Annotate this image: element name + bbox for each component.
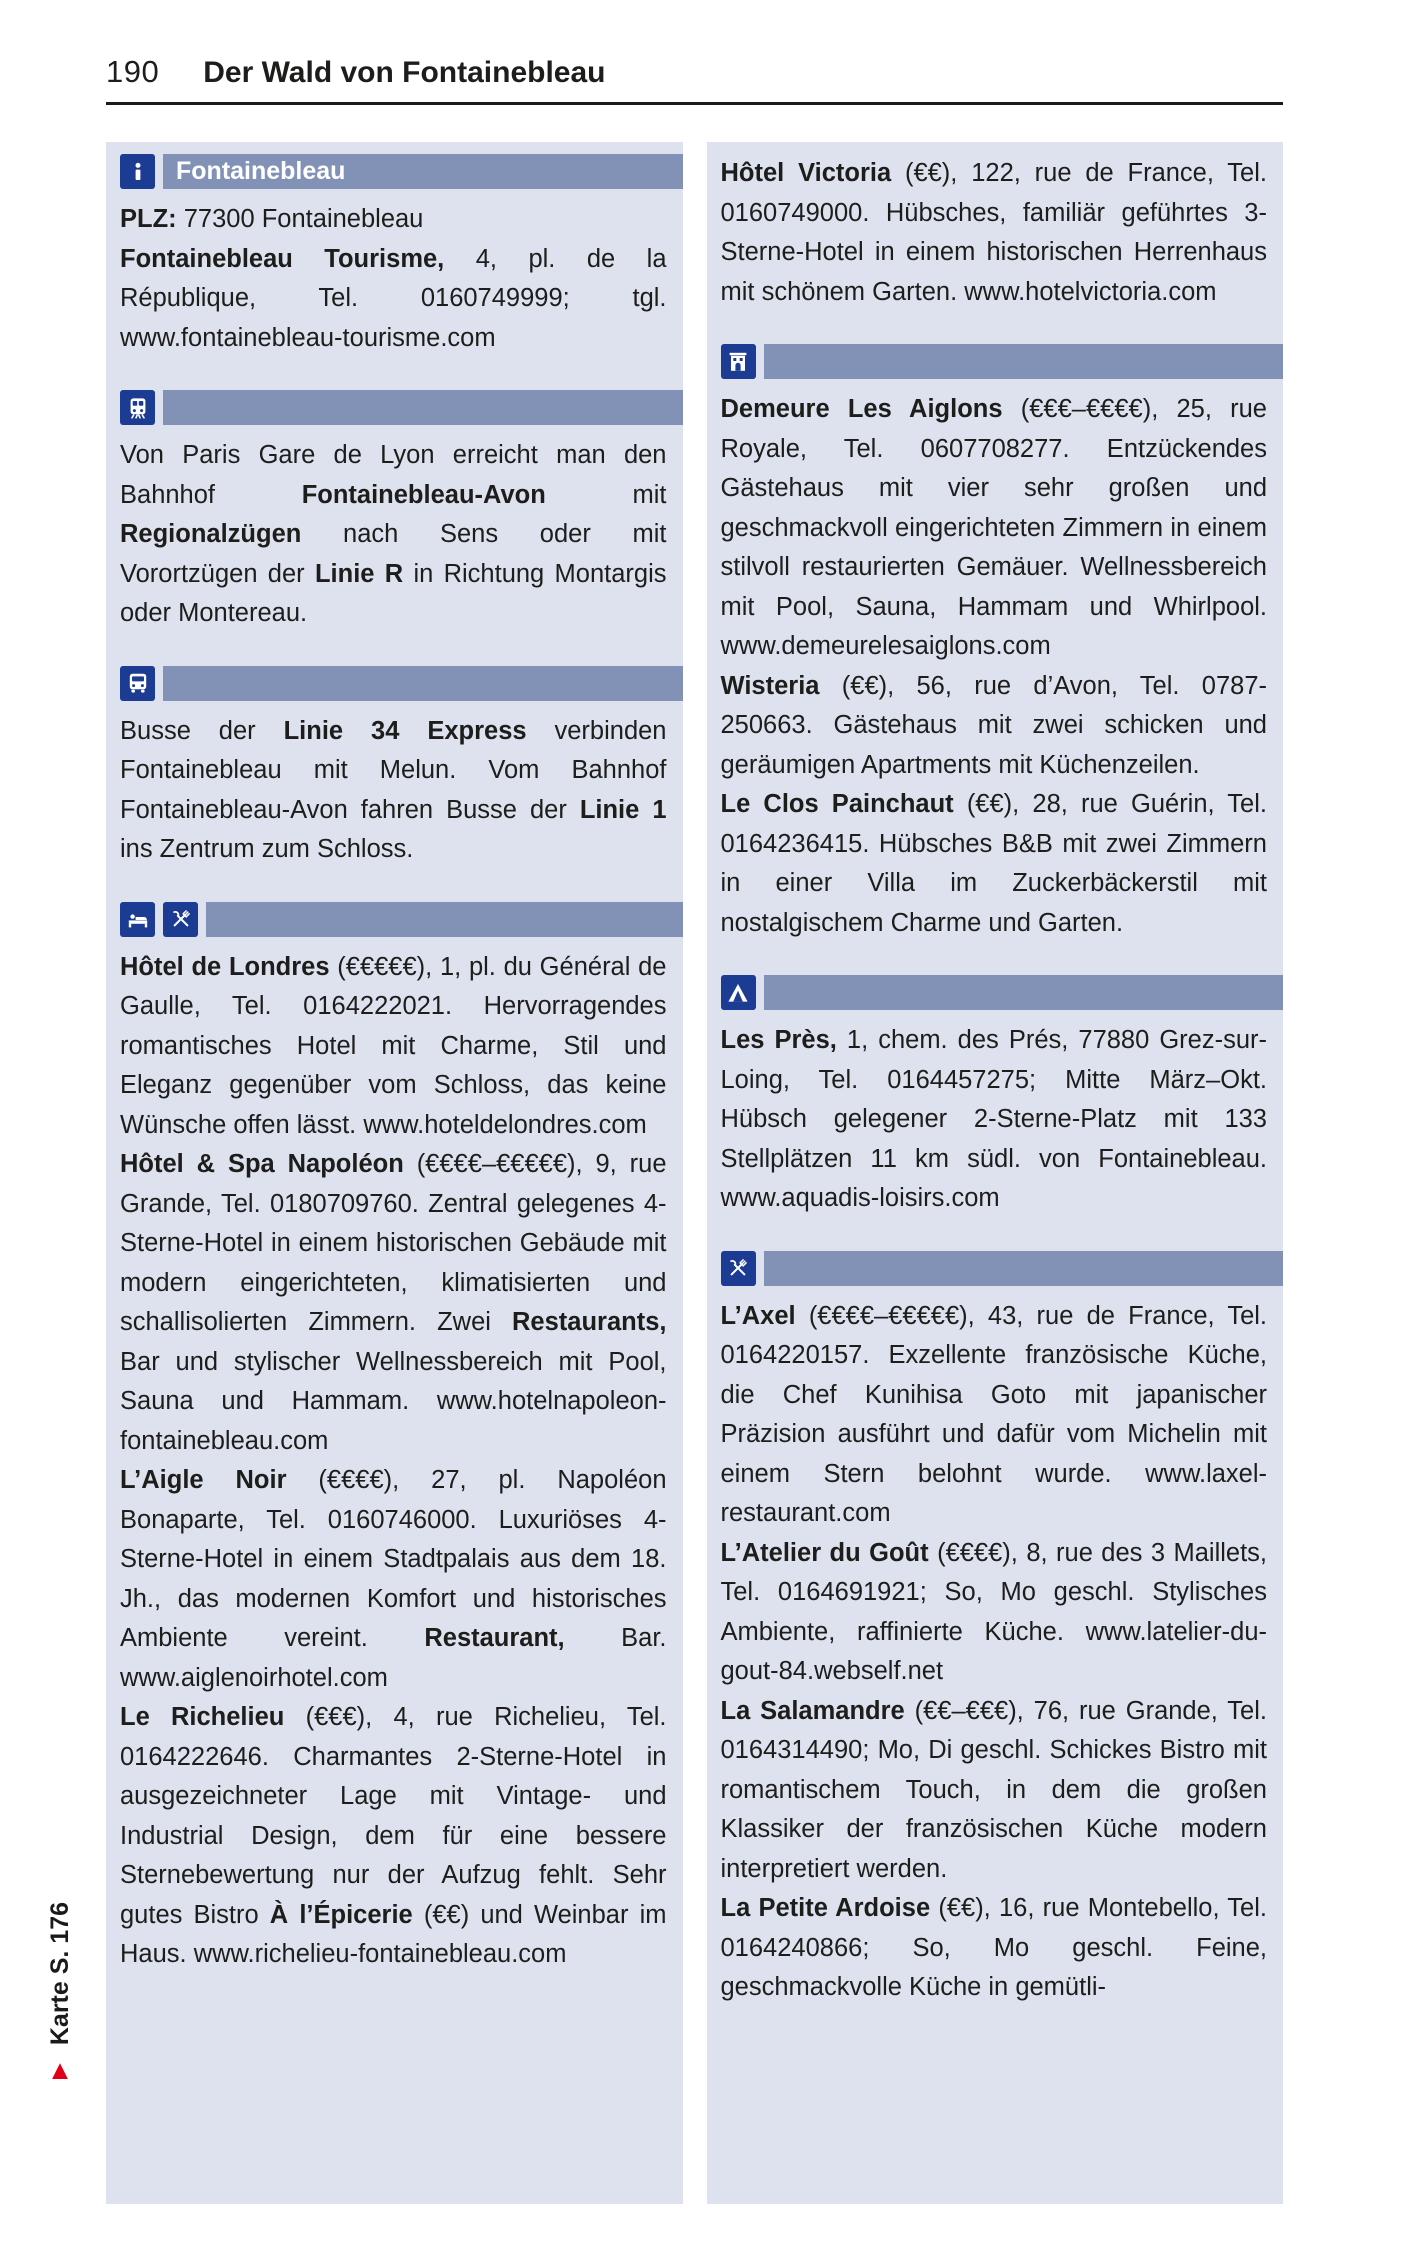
entry-text: (€€€€), 27, pl. Napoléon Bonaparte, Tel. 0160746000. Luxuriöses 4-Sterne-Hotel in einem Stadtpalais aus dem 18. Jh., das modernen Komfort und historisches Ambiente vereint.: [120, 1466, 667, 1652]
entry-la-salamandre: [721, 1692, 1268, 1890]
header-row: [106, 54, 1283, 90]
entry-name-bold: Hôtel Victoria: [720, 159, 892, 187]
section-icon-bar: [120, 154, 683, 189]
column-left: [106, 142, 683, 2204]
entry-name-bold: La Petite Ardoise: [720, 1894, 931, 1922]
entry-text: 4, pl. de la République, Tel. 0160749999; tgl. www.fontainebleau-tourisme.com: [120, 244, 667, 352]
section-icon-bar: [120, 666, 683, 701]
section-bar: [163, 154, 683, 189]
section-paragraphs: [707, 154, 1284, 312]
entry-name-bold: PLZ:: [120, 205, 177, 233]
entry-bus-info: [120, 712, 667, 870]
entry-text: (€€€€–€€€€€), 9, rue Grande, Tel. 0180709760. Zentral gelegenes 4-Sterne-Hotel in einem historischen Gebäude mit modern eingerichteten, klimatisierten und schallisolierten Zimmern. Zwei: [120, 1150, 667, 1336]
entry-wisteria: [721, 667, 1268, 786]
entry-name-bold: Restaurant,: [424, 1624, 565, 1652]
entry-text: Busse der: [120, 716, 284, 745]
tent-icon: [721, 975, 756, 1010]
entry-name-bold: Linie 1: [579, 795, 667, 824]
entry-name-bold: À l’Épicerie: [269, 1900, 413, 1929]
entry-l-axel: [721, 1297, 1268, 1534]
entry-le-richelieu: [120, 1698, 667, 1975]
restaurant-icon: [163, 902, 198, 937]
page-header: [106, 54, 1283, 105]
entry-text: verbinden Fontainebleau mit Melun. Vom Bahnhof Fontainebleau-Avon fahren Busse der: [120, 716, 667, 824]
entry-hotel-spa-napoleon: [120, 1145, 667, 1461]
entry-name-bold: La Salamandre: [720, 1696, 905, 1725]
entry-les-pres: [721, 1021, 1268, 1219]
entry-text: (€€€), 4, rue Richelieu, Tel. 0164222646. Charmantes 2-Sterne-Hotel in ausgezeichneter Lage mit Vintage- und Industrial Design, dem für eine bessere Sternebewertung nur der Aufzug fehlt. Sehr gutes Bistro: [120, 1703, 667, 1929]
section-camping: [707, 975, 1284, 1219]
bed-icon: [120, 902, 155, 937]
train-icon: [120, 390, 155, 425]
entry-name-bold: Restaurants,: [512, 1308, 667, 1336]
page-number: 190: [106, 54, 160, 89]
entry-text: (€€), 56, rue d’Avon, Tel. 0787-250663. Gästehaus mit zwei schicken und geräumigen Apartments mit Küchenzeilen.: [720, 671, 1267, 779]
entry-text: nach Sens oder mit Vorortzügen der: [120, 520, 667, 588]
section-paragraphs: [106, 200, 683, 358]
section-paragraphs: [106, 948, 683, 1975]
section-icon-bar: [721, 1251, 1284, 1286]
section-guesthouses: [707, 344, 1284, 943]
section-icon-bar: [120, 902, 683, 937]
entry-la-petite-ardoise: [721, 1889, 1268, 2008]
entry-name-bold: L’Aigle Noir: [120, 1466, 287, 1494]
entry-text: (€€), 122, rue de France, Tel. 0160749000. Hübsches, familiär geführtes 3-Sterne-Hotel in einem historischen Herrenhaus mit schönem Garten. www.hotelvictoria.com: [720, 159, 1267, 306]
page-title: Der Wald von Fontainebleau: [203, 56, 606, 89]
section-bar: [206, 902, 683, 937]
map-reference-label: Karte S. 176: [45, 1902, 74, 2046]
section-icon-bar: [721, 344, 1284, 379]
entry-text: (€€€€€), 1, pl. du Général de Gaulle, Tel. 0164222021. Hervorragendes romantisches Hotel mit Charme, Stil und Eleganz gegenüber vom Schloss, das keine Wünsche offen lässt. www.hoteldelondres.com: [120, 952, 667, 1139]
section-hotels-continued: [707, 154, 1284, 312]
entry-text: (€€€–€€€€), 25, rue Royale, Tel. 0607708277. Entzückendes Gästehaus mit vier sehr großen und geschmackvoll eingerichteten Zimmern in einem stilvoll restaurierten Gemäuer. Wellnessbereich mit Pool, Sauna, Hammam und Whirlpool. www.demeurelesaiglons.com: [720, 395, 1267, 660]
entry-name-bold: Linie 34 Express: [283, 716, 527, 745]
entry-train-info: [120, 436, 667, 634]
section-paragraphs: [707, 390, 1284, 943]
section-paragraphs: [106, 436, 683, 634]
restaurant-icon: [721, 1251, 756, 1286]
guesthouse-icon: [721, 344, 756, 379]
entry-name-bold: Fontainebleau Tourisme,: [120, 244, 445, 273]
content-columns: [106, 142, 1283, 2204]
section-paragraphs: [106, 712, 683, 870]
entry-demeure-les-aiglons: [721, 390, 1268, 667]
section-restaurants: [707, 1251, 1284, 2008]
entry-name-bold: L’Atelier du Goût: [720, 1538, 929, 1567]
entry-text: 1, chem. des Prés, 77880 Grez-sur-Loing, Tel. 0164457275; Mitte März–Okt. Hübsch gelegener 2-Sterne-Platz mit 133 Stellplätzen 11 km südl. von Fontainebleau. www.aquadis-loisirs.com: [720, 1026, 1267, 1212]
section-paragraphs: [707, 1297, 1284, 2008]
section-bus: [106, 666, 683, 870]
section-icon-bar: [120, 390, 683, 425]
entry-text: (€€) und Weinbar im Haus. www.richelieu-fontainebleau.com: [120, 1900, 667, 1968]
section-icon-bar: [721, 975, 1284, 1010]
entry-plz: [120, 200, 667, 240]
info-icon: [120, 154, 155, 189]
entry-text: (€€€€–€€€€€), 43, rue de France, Tel. 0164220157. Exzellente französische Küche, die Chef Kunihisa Goto mit japanischer Präzision ausführt und dafür vom Michelin mit einem Stern belohnt wurde. www.laxel-restaurant.com: [720, 1301, 1267, 1527]
entry-l-atelier-du-gout: [721, 1534, 1268, 1692]
entry-name-bold: Fontainebleau-Avon: [301, 480, 546, 509]
section-hotels: [106, 902, 683, 1975]
section-title: Fontainebleau: [176, 157, 346, 185]
entry-text: (€€), 28, rue Guérin, Tel. 0164236415. Hübsches B&B mit zwei Zimmern in einer Villa im Zuckerbäckerstil mit nostalgischem Charme und Garten.: [720, 790, 1267, 937]
section-bar: [163, 666, 683, 701]
entry-text: (€€–€€€), 76, rue Grande, Tel. 0164314490; Mo, Di geschl. Schickes Bistro mit romantischem Touch, in dem die großen Klassiker der französischen Küche modern interpretiert werden.: [720, 1696, 1267, 1883]
section-bar: [764, 1251, 1284, 1286]
entry-hotel-victoria: [721, 154, 1268, 312]
entry-name-bold: Le Clos Painchaut: [720, 790, 954, 818]
section-bar: [764, 975, 1284, 1010]
entry-text: 77300 Fontainebleau: [176, 205, 424, 233]
bus-icon: [120, 666, 155, 701]
entry-text: Bar. www.aiglenoirhotel.com: [120, 1624, 667, 1692]
entry-name-bold: Hôtel & Spa Napoléon: [120, 1150, 404, 1178]
section-tourist-info: [106, 154, 683, 358]
section-bar: [163, 390, 683, 425]
entry-name-bold: Regionalzügen: [120, 520, 302, 548]
entry-text: (€€€€), 8, rue des 3 Maillets, Tel. 0164691921; So, Mo geschl. Stylisches Ambiente, raffinierte Küche. www.latelier-du-gout-84.webself.net: [720, 1538, 1268, 1685]
entry-l-aigle-noir: [120, 1461, 667, 1698]
entry-le-clos-painchaut: [721, 785, 1268, 943]
entry-hotel-de-londres: [120, 948, 667, 1146]
column-right: [707, 142, 1284, 2204]
map-reference: [42, 1902, 78, 2084]
entry-name-bold: Wisteria: [720, 671, 820, 700]
entry-text: in Richtung Montargis oder Montereau.: [120, 559, 667, 627]
entry-text: Bar und stylischer Wellnessbereich mit Pool, Sauna und Hammam. www.hotelnapoleon-fontainebleau.com: [120, 1347, 667, 1455]
entry-text: (€€), 16, rue Montebello, Tel. 0164240866; So, Mo geschl. Feine, geschmackvolle Küche in gemütli-: [720, 1894, 1267, 2001]
section-bar: [764, 344, 1284, 379]
entry-name-bold: Hôtel de Londres: [120, 952, 330, 981]
map-marker-icon: ▲: [46, 2055, 74, 2086]
entry-name-bold: Les Près,: [720, 1026, 837, 1054]
entry-text: Von Paris Gare de Lyon erreicht man den Bahnhof: [120, 441, 667, 509]
entry-name-bold: L’Axel: [720, 1301, 796, 1330]
section-paragraphs: [707, 1021, 1284, 1219]
section-train: [106, 390, 683, 634]
entry-text: ins Zentrum zum Schloss.: [120, 835, 414, 863]
entry-text: mit: [545, 480, 667, 509]
entry-tourisme-office: [120, 240, 667, 359]
entry-name-bold: Linie R: [314, 559, 404, 588]
entry-name-bold: Demeure Les Aiglons: [720, 395, 1003, 423]
entry-name-bold: Le Richelieu: [120, 1703, 285, 1731]
